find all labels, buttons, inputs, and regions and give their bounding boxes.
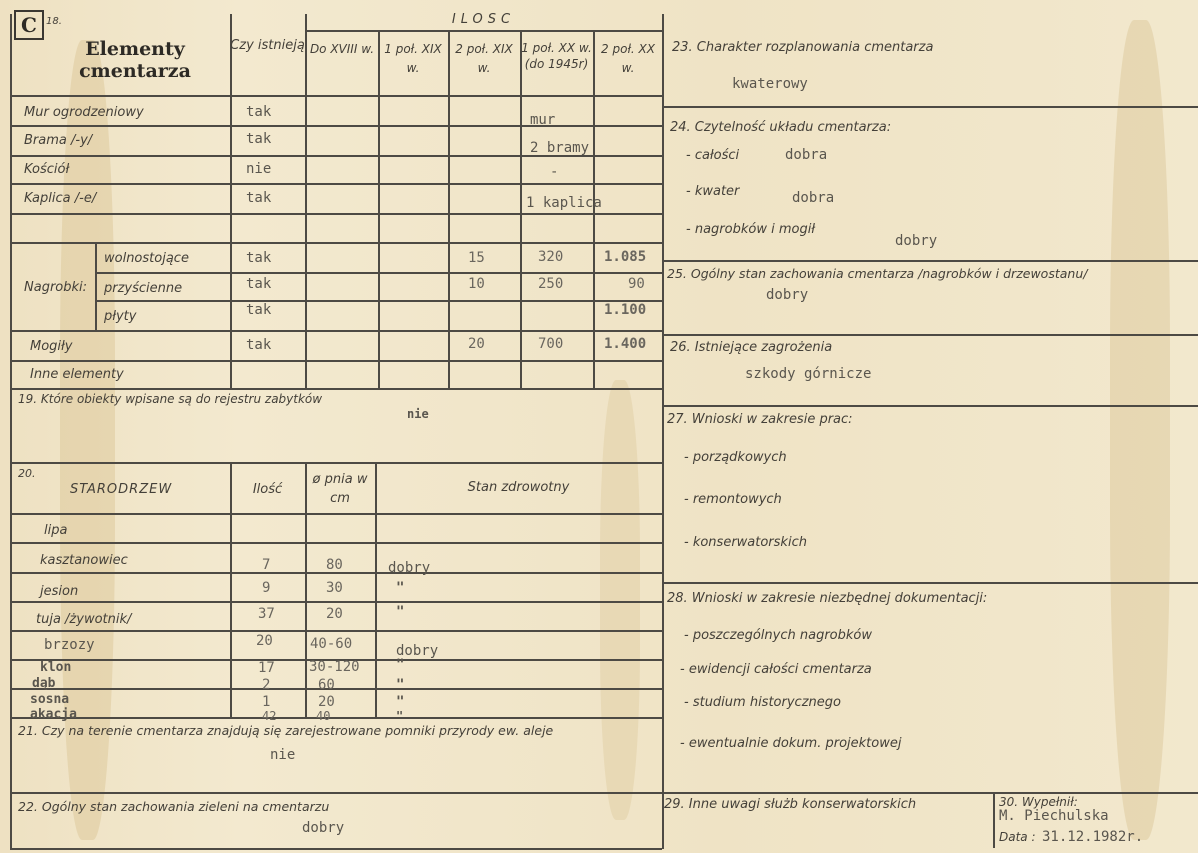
quantity-value: 10 <box>468 276 485 292</box>
q23-answer: kwaterowy <box>732 76 808 92</box>
tree-name: sosna <box>30 692 70 707</box>
row-label-chapel: Kaplica /-e/ <box>24 191 97 206</box>
quantity-value: 90 <box>628 276 645 292</box>
quantity-value: 320 <box>538 249 564 265</box>
tree-count: 2 <box>262 677 271 693</box>
quantity-value: 700 <box>538 336 564 352</box>
q24-question: 24. Czytelność układu cmentarza: <box>670 120 892 135</box>
exists-value: tak <box>246 104 272 120</box>
tree-name: lipa <box>44 523 68 538</box>
tree-name: kasztanowiec <box>40 553 128 568</box>
quantity-value: 1.400 <box>604 336 647 352</box>
trees-count-header: Ilość <box>252 482 283 497</box>
q29-question: 29. Inne uwagi służb konserwatorskich <box>664 797 917 812</box>
tree-health: " <box>396 677 405 693</box>
q24-item-label: - kwater <box>686 184 740 199</box>
q30-date-label: Data : <box>999 830 1036 844</box>
tree-health: dobry <box>396 643 439 659</box>
q19-question: 19. Które obiekty wpisane są do rejestru zabytków <box>18 392 323 406</box>
tree-health: " <box>396 709 404 723</box>
tree-name: jesion <box>40 584 79 599</box>
tree-count: 7 <box>262 557 271 573</box>
q30-date: 31.12.1982r. <box>1042 829 1144 845</box>
row-label-freestanding: wolnostojące <box>104 251 189 266</box>
q24-item-answer: dobry <box>895 233 938 249</box>
q25-answer: dobry <box>766 287 809 303</box>
q26-answer: szkody górnicze <box>745 366 872 382</box>
tree-health: dobry <box>388 560 431 576</box>
tree-name: brzozy <box>44 637 95 653</box>
period-header: 2 poł. XIX w. <box>455 42 513 75</box>
tree-diameter: 30 <box>326 580 343 596</box>
tree-diameter: 40-60 <box>310 636 353 652</box>
q26-question: 26. Istniejące zagrożenia <box>670 340 833 355</box>
row-label-wall-mounted: przyścienne <box>104 281 183 296</box>
tree-count: 9 <box>262 580 271 596</box>
exists-value: tak <box>246 131 272 147</box>
gravestones-label: Nagrobki: <box>24 280 88 295</box>
trees-name-header: STARODRZEW <box>70 482 173 497</box>
card-letter-box: C <box>14 10 44 40</box>
tree-diameter: 20 <box>318 694 335 710</box>
tree-count: 20 <box>256 633 273 649</box>
quantity-value: 1.100 <box>604 302 647 318</box>
quantity-value: 1.085 <box>604 249 647 265</box>
tree-name: akacja <box>30 707 77 722</box>
q24-item-label: - całości <box>686 148 740 163</box>
q24-item-answer: dobra <box>792 190 835 206</box>
tree-count: 37 <box>258 606 275 622</box>
trees-diameter-header: ø pnia w cm <box>312 472 368 506</box>
tree-count: 1 <box>262 694 271 710</box>
tree-health: " <box>396 694 405 710</box>
row-label-wall: Mur ogrodzeniowy <box>24 105 144 120</box>
q25-question: 25. Ogólny stan zachowania cmentarza /nagrobków i drzewostanu/ <box>667 266 1088 281</box>
q22-answer: dobry <box>302 820 345 836</box>
trees-health-header: Stan zdrowotny <box>467 480 570 495</box>
q21-answer: nie <box>270 747 296 763</box>
q21-question: 21. Czy na terenie cmentarza znajdują się zarejestrowane pomniki przyrody ew. aleje <box>18 723 554 738</box>
row-label-other: Inne elementy <box>30 367 124 382</box>
elements-title: Elementy cmentarza <box>79 38 191 82</box>
period-header: 1 poł. XIX w. <box>384 42 442 75</box>
exists-value: tak <box>246 337 272 353</box>
quantity-value: 15 <box>468 250 485 266</box>
exists-value: tak <box>246 250 272 266</box>
row-label-church: Kościół <box>24 162 70 177</box>
tree-health: " <box>396 657 405 673</box>
period-header: Do XVIII w. <box>309 42 375 56</box>
exists-value: nie <box>246 161 272 177</box>
q30-label: 30. Wypełnił: <box>999 795 1078 809</box>
q22-question: 22. Ogólny stan zachowania zieleni na cmentarzu <box>18 799 330 814</box>
quantity-value: 1 kaplica <box>526 195 602 211</box>
q28-item: - ewentualnie dokum. projektowej <box>680 736 902 751</box>
period-header: 2 poł. XX w. <box>601 42 655 75</box>
section-number: 18. <box>46 16 62 27</box>
q28-item: - poszczególnych nagrobków <box>684 628 872 643</box>
quantity-value: 2 bramy <box>530 140 590 156</box>
row-label-graves: Mogiły <box>30 339 73 354</box>
tree-health: " <box>396 580 405 596</box>
q19-answer: nie <box>407 407 429 421</box>
q27-item: - konserwatorskich <box>684 535 807 550</box>
row-label-slabs: płyty <box>104 309 137 324</box>
tree-diameter: 30-120 <box>309 659 360 675</box>
q27-item: - remontowych <box>684 492 782 507</box>
quantity-value: mur <box>530 112 556 128</box>
quantity-value: 20 <box>468 336 485 352</box>
exists-value: tak <box>246 190 272 206</box>
q30-name: M. Piechulska <box>999 808 1109 824</box>
q24-item-answer: dobra <box>785 147 828 163</box>
tree-health: " <box>396 604 405 620</box>
q27-question: 27. Wnioski w zakresie prac: <box>667 412 853 427</box>
exists-value: tak <box>246 276 272 292</box>
tree-count: 17 <box>258 660 275 676</box>
row-label-gate: Brama /-y/ <box>24 133 93 148</box>
tree-name: klon <box>40 660 72 675</box>
q28-question: 28. Wnioski w zakresie niezbędnej dokumentacji: <box>667 591 988 606</box>
tree-name: tuja /żywotnik/ <box>36 612 132 627</box>
q23-question: 23. Charakter rozplanowania cmentarza <box>672 40 934 55</box>
quantity-value: - <box>550 164 559 180</box>
tree-diameter: 40 <box>316 709 331 723</box>
exists-value: tak <box>246 302 272 318</box>
q28-item: - ewidencji całości cmentarza <box>680 662 872 677</box>
tree-diameter: 20 <box>326 606 343 622</box>
col-exists-header: Czy istnieją <box>230 38 305 53</box>
period-header: 1 poł. XX w. (do 1945r) <box>521 41 592 71</box>
tree-count: 42 <box>262 709 277 723</box>
q27-item: - porządkowych <box>684 450 787 465</box>
q24-item-label: - nagrobków i mogił <box>686 222 816 237</box>
tree-diameter: 60 <box>318 677 335 693</box>
tree-diameter: 80 <box>326 557 343 573</box>
quantity-value: 250 <box>538 276 564 292</box>
q20-number: 20. <box>18 467 36 480</box>
tree-name: dąb <box>32 676 56 691</box>
q28-item: - studium historycznego <box>684 695 841 710</box>
col-quantity-header: ILOSC <box>451 12 516 27</box>
